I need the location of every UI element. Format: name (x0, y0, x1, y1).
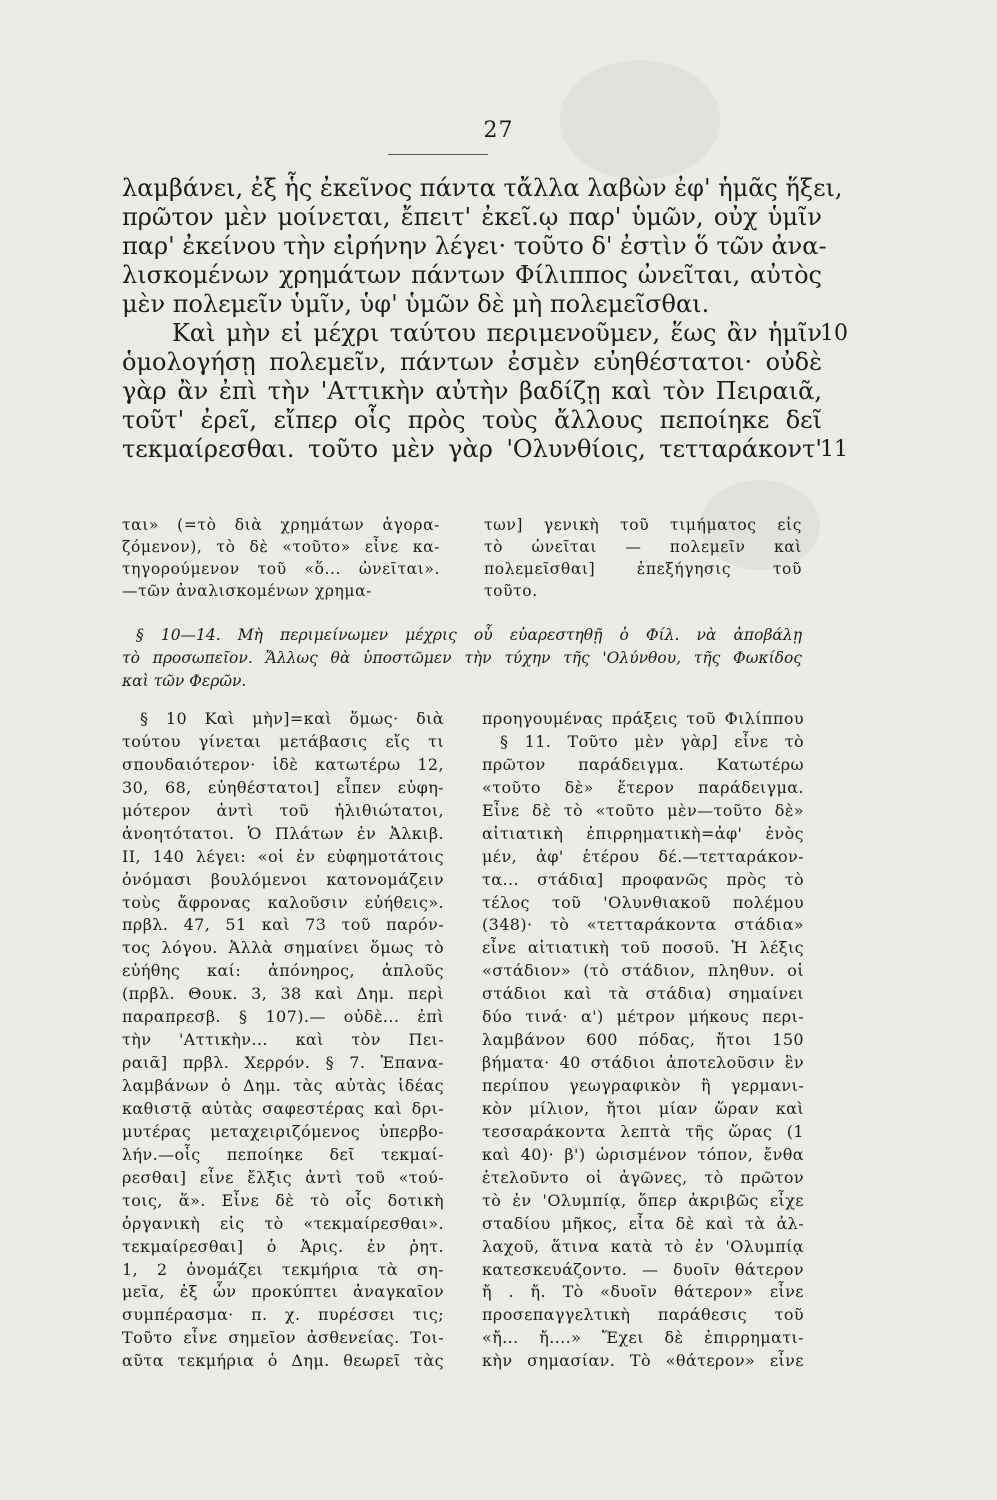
main-text-line (122, 377, 822, 406)
gloss-line: —τῶν ἀναλισκομένων χρημα- (122, 582, 373, 600)
gloss-line: τηγορούμενον τοῦ «ὅ... ὠνεῖται». (122, 560, 440, 578)
commentary-line: μεῖα, ἐξ ὧν προκύπτει ἀναγκαῖον (122, 1282, 444, 1302)
commentary-line: δύο τινά· α') μέτρον μήκους περι- (482, 1007, 804, 1027)
summary-line: § 10—14. Μὴ περιμείνωμεν μέχρις οὗ εὐαρεστηθῇ ὁ Φίλ. νὰ ἀποβάλῃ (136, 626, 802, 644)
main-text-line-content: παρ' ἐκείνου τὴν εἰρήνην λέγει· τοῦτο δ' ἐστὶν ὅ τῶν ἀνα- (122, 232, 827, 260)
main-text-line (122, 174, 843, 203)
commentary-line: ἤ . ἤ. Τὸ «δυοῖν θάτερον» εἶνε (482, 1282, 804, 1302)
main-text-line (122, 232, 827, 261)
gloss-line: ζόμενον), τὸ δὲ «τοῦτο» εἶνε κα- (122, 538, 440, 556)
commentary-line: II, 140 λέγει: «οἱ ἐν εὐφημοτάτοις (122, 846, 444, 866)
main-text-line-content: πρῶτον μὲν μοίνεται, ἔπειτ' ἐκεῖ.ῳ παρ' ὑμῶν, οὐχ ὑμῖν (122, 203, 822, 231)
commentary-line: τούτου γίνεται μετάβασις εἴς τι (122, 731, 444, 751)
commentary-line: σπουδαιότερον· ἰδὲ κατωτέρω 12, (122, 754, 444, 774)
commentary-line: «στάδιον» (τὸ στάδιον, πληθυν. οἱ (482, 961, 804, 981)
commentary-line: 1, 2 ὀνομάζει τεκμήρια τὰ ση- (122, 1259, 444, 1279)
commentary-line: ἀνοητότατοι. Ὁ Πλάτων ἐν Ἀλκιβ. (122, 823, 444, 843)
line-number: 11 (820, 437, 848, 462)
section-summary (122, 624, 802, 693)
commentary-line: (πρβλ. Θουκ. 3, 38 καὶ Δημ. περὶ (122, 984, 444, 1004)
main-text-line (122, 203, 822, 232)
commentary-line: ἐτελοῦντο οἱ ἀγῶνες, τὸ πρῶτον (482, 1167, 804, 1187)
main-text-line (122, 406, 822, 435)
commentary-line: ρεσθαι] εἶνε ἔλξις ἀντὶ τοῦ «τού- (122, 1167, 444, 1187)
commentary-line: αἰτιατικὴ ἐπιρρηματικὴ=ἀφ' ἑνὸς (482, 823, 804, 843)
commentary-line: στάδιοι καὶ τὰ στάδια) σημαίνει (482, 984, 804, 1004)
commentary-line: βήματα· 40 στάδιοι ἀποτελοῦσιν ἓν (482, 1053, 804, 1073)
commentary-line: ὀργανικὴ εἰς τὸ «τεκμαίρεσθαι». (122, 1213, 444, 1233)
commentary-line: «ἤ... ἤ....» Ἔχει δὲ ἐπιρρηματι- (482, 1328, 804, 1348)
commentary-line: συμπέρασμα· π. χ. πυρέσσει τις; (122, 1305, 444, 1325)
commentary-line: μυτέρας μεταχειριζόμενος ὑπερβο- (122, 1121, 444, 1141)
commentary-block (122, 708, 804, 1373)
commentary-line: λήν.—οἷς πεποίηκε δεῖ τεκμαί- (122, 1144, 444, 1164)
commentary-line: κατεσκευάζοντο. — δυοῖν θάτερον (482, 1259, 804, 1279)
gloss-column-left (122, 514, 440, 602)
commentary-line: τεκμαίρεσθαι] ὁ Ἀρις. ἐν ῥητ. (122, 1236, 444, 1256)
gloss-column-right (484, 514, 802, 602)
main-text-line-content: λαμβάνει, ἐξ ἧς ἐκεῖνος πάντα τἄλλα λαβὼν ἐφ' ἡμᾶς ἥξει, (122, 174, 843, 202)
commentary-line: σταδίου μῆκος, εἶτα δὲ καὶ τὰ ἀλ- (482, 1213, 804, 1233)
header-rule (388, 154, 488, 155)
main-text-line (122, 435, 848, 464)
commentary-line: προηγουμένας πράξεις τοῦ Φιλίππου (482, 709, 804, 728)
gloss-line: των] γενικὴ τοῦ τιμήματος εἰς (484, 516, 802, 534)
main-text-line-content: τεκμαίρεσθαι. τοῦτο μὲν γὰρ 'Ολυνθίοις, τετταράκοντ' (122, 435, 822, 463)
commentary-line: τος λόγου. Ἀλλὰ σημαίνει ὅμως τὸ (122, 938, 444, 958)
commentary-line: «τοῦτο δὲ» ἕτερον παράδειγμα. (482, 777, 804, 797)
gloss-line: πολεμεῖσθαι] ἐπεξήγησις τοῦ (484, 560, 802, 578)
commentary-line: μέν, ἀφ' ἑτέρου δέ.—τετταράκον- (482, 846, 804, 866)
commentary-line: πρῶτον παράδειγμα. Κατωτέρω (482, 754, 804, 774)
page-number: 27 (483, 118, 514, 143)
commentary-line: μότερον ἀντὶ τοῦ ἠλιθιώτατοι, (122, 800, 444, 820)
commentary-line: τοὺς ἄφρονας καλοῦσιν εὐήθεις». (122, 892, 444, 912)
commentary-line: τεσσαράκοντα λεπτὰ τῆς ὥρας (1 (482, 1121, 804, 1141)
commentary-line: καθιστᾷ αὐτὰς σαφεστέρας καὶ δρι- (122, 1098, 444, 1118)
line-number: 10 (820, 321, 848, 346)
commentary-line: περίπου γεωγραφικὸν ἢ γερμανι- (482, 1076, 804, 1095)
commentary-line: 30, 68, εὐηθέστατοι] εἶπεν εὐφη- (122, 777, 444, 797)
commentary-line: ὀνόμασι βουλόμενοι κατονομάζειν (122, 869, 444, 889)
commentary-line: αῦτα τεκμήρια ὁ Δημ. θεωρεῖ τὰς (122, 1351, 444, 1371)
gloss-line: ται» (=τὸ διὰ χρημάτων ἀγορα- (122, 516, 440, 534)
commentary-line: κὴν σημασίαν. Τὸ «θάτερον» εἶνε (482, 1351, 804, 1371)
commentary-line: τέλος τοῦ 'Ολυνθιακοῦ πολέμου (482, 892, 804, 912)
commentary-column-right (482, 708, 804, 1373)
commentary-line: κὸν μίλιον, ἤτοι μίαν ὥραν καὶ (482, 1098, 804, 1118)
commentary-line: Τοῦτο εἶνε σημεῖον ἀσθενείας. Τοι- (122, 1328, 444, 1348)
commentary-line: τα... στάδια] προφανῶς πρὸς τὸ (482, 869, 804, 889)
main-text-line (122, 319, 848, 348)
main-text-line-content: γὰρ ἂν ἐπὶ τὴν 'Αττικὴν αὐτὴν βαδίζῃ καὶ τὸν Πειραιᾶ, (122, 377, 822, 405)
main-text-line (122, 261, 822, 290)
commentary-line: προσεπαγγελτικὴ παράθεσις τοῦ (482, 1305, 804, 1325)
commentary-line: λαχοῦ, ἅτινα κατὰ τὸ ἐν 'Ολυμπίᾳ (482, 1236, 804, 1256)
commentary-line: (348)· τὸ «τετταράκοντα στάδια» (482, 915, 804, 935)
main-text-line (122, 348, 822, 377)
summary-line: καὶ τῶν Φερῶν. (122, 672, 247, 690)
main-text-line-content: μὲν πολεμεῖν ὑμῖν, ὑφ' ὑμῶν δὲ μὴ πολεμεῖσθαι. (122, 290, 710, 318)
gloss-line: τὸ ὠνεῖται — πολεμεῖν καὶ (484, 538, 802, 556)
main-text-line-content: Καὶ μὴν εἰ μέχρι ταύτου περιμενοῦμεν, ἕως ἂν ἡμῖν (172, 319, 822, 347)
commentary-line: εὐήθης καί: ἀπόνηρος, ἁπλοῦς (122, 961, 444, 981)
glosses-block (122, 514, 802, 602)
commentary-line: παραπρεσβ. § 107).— οὐδὲ... ἐπὶ (122, 1007, 444, 1027)
commentary-column-left (122, 708, 444, 1373)
commentary-line: εἶνε αἰτιατικὴ τοῦ ποσοῦ. Ἡ λέξις (482, 938, 804, 958)
main-text-line (122, 290, 822, 319)
commentary-line: § 10 Καὶ μὴν]=καὶ ὅμως· διὰ (140, 709, 444, 728)
commentary-line: § 11. Τοῦτο μὲν γὰρ] εἶνε τὸ (500, 731, 804, 751)
commentary-line: τὴν 'Αττικὴν... καὶ τὸν Πει- (122, 1030, 444, 1050)
main-text-block (122, 174, 848, 464)
commentary-line: λαμβάνων ὁ Δημ. τὰς αὐτὰς ἰδέας (122, 1076, 444, 1095)
main-text-line-content: ὁμολογήσῃ πολεμεῖν, πάντων ἐσμὲν εὐηθέστατοι· οὐδὲ (122, 348, 822, 376)
commentary-line: λαμβάνον 600 πόδας, ἤτοι 150 (482, 1030, 804, 1050)
commentary-line: Εἶνε δὲ τὸ «τοῦτο μὲν—τοῦτο δὲ» (482, 800, 804, 820)
commentary-line: ραιᾶ] πρβλ. Χερρόν. § 7. Ἐπανα- (122, 1053, 444, 1073)
gloss-line: τοῦτο. (484, 582, 538, 600)
commentary-line: καὶ 40)· β') ὡρισμένον τόπον, ἔνθα (482, 1144, 804, 1164)
commentary-line: τοις, ἅ». Εἶνε δὲ τὸ οἷς δοτικὴ (122, 1190, 444, 1210)
commentary-line: πρβλ. 47, 51 καὶ 73 τοῦ παρόν- (122, 915, 444, 935)
main-text-line-content: τοῦτ' ἐρεῖ, εἴπερ οἷς πρὸς τοὺς ἄλλους πεποίηκε δεῖ (122, 406, 822, 434)
commentary-line: τὸ ἐν 'Ολυμπίᾳ, ὅπερ ἀκριβῶς εἶχε (482, 1190, 804, 1210)
main-text-line-content: λισκομένων χρημάτων πάντων Φίλιππος ὠνεῖται, αὐτὸς (122, 261, 822, 289)
summary-line: τὸ προσωπεῖον. Ἄλλως θὰ ὑποστῶμεν τὴν τύχην τῆς 'Ολύνθου, τῆς Φωκίδος (122, 649, 802, 667)
